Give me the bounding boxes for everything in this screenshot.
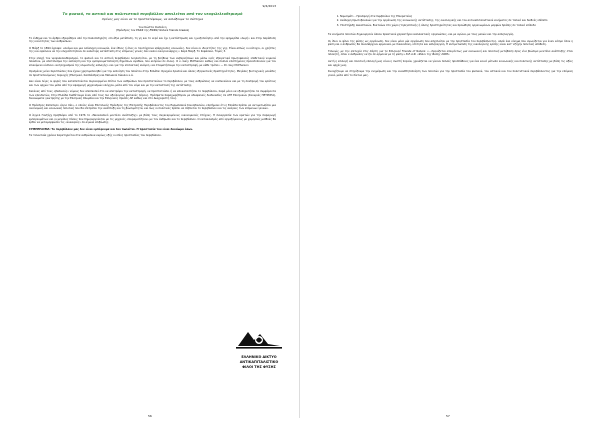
paragraph: Αυτή η επιλογή και πολιτική επιλογή μας είναι η σωστή πορεία, χρειάζεται να γίνουν πολλές προσπάθειες για ένα κοινό μέτωπο κοινωνικής και πολιτικής αντίστασης με βάση τις αξίες και αρχές μας. <box>328 60 573 67</box>
article-date: 9/4/2013 <box>262 4 276 8</box>
logo-text-line-1: ΕΛΛΗΝΙΚΟ ΔΙΚΤΥΟ <box>241 355 277 359</box>
list-item: 1. Νομισμάτι – Προσφυγή στα Συμβούλια της Επικρατείας <box>340 15 573 18</box>
paragraph: Κανένας από τους «βασικούς» νόμους δεν αποσκοπεί στο να αποτρέψει την καταστροφή, να προστατεύσει ή να αποκαταστήσει το περιβάλλον, παρά μόνο να εξυπηρετήσει τα συμφέροντα των επενδυτών. Στην Ελλάδα διαθέτουμε έναν από τους πιο αξιόλογους φυσικούς πόρους. Πρόσφατα παραχωρήθηκαν με αδιαφανείς διαδικασίες σε ΑΤΕ Ελληνικών (Σκουριές ΠΕΤΡΟΠΑ), δικαιώματα γεώτρησης με την Ελληνική Ολυμπία και την Ελληνικός Χρυσός ΑΕ καθώς και στο Διαχειριστή τους. <box>29 90 276 101</box>
paragraph: Ο Άγγελ Γουζέγχ προβλέψει από το 1976 το «Νεοκλασικό μοντέλο ανάπτυξης» με βάση τους συγκεκριμένους οικονομικούς στόχους. Η συνεργασία των κρατών για την παραγωγή εμπορευμάτων και οι μεγάλες πόλεις που δημιουργούνται με τις μηχανές «πειραματίζουν» με τον άνθρωπο και το περιβάλλον. Ο κατακλυσμός από εργαζόμενους με χαμηλούς μισθούς θα έρθει να μεταμορφώσει τις «ευκαιρίες» σε αγώνα επιβίωσης. <box>29 114 276 124</box>
paragraph: Ο Πρόεδρος Ζαπατερο «Άγιο Χάι», ο οποίος είναι Επιτελικός Πρόεδρος της Επιτροπής Περιβάλλοντος του Ευρωπαϊκού Κοινοβουλίου, επισήμανε ότι η Ελλάδα πρέπει να αντιμετωπίσει μια οικονομική και κοινωνική πολιτική που θα επιτρέπει την ανάπτυξη και τη βιωσιμότητα, και πως οι πολιτικές πρέπει να σέβονται το περιβάλλον και τις ανάγκες των επόμενων γενεών. <box>29 103 276 111</box>
paragraph: Τα κινήματα πολιτών δημιουργούν άλλου πρακτικού χαρακτήρα εναλλακτικές οργανώσεις, και με αγώνα, με τους μελών και την αλληλεγγύη. <box>328 33 515 37</box>
paragraph: Ο Μάρξ το 1894 έγραψε: «Ακόμα και μια ολόκληρη κοινωνία, ένα έθνος ή όλες οι ταυτόχρονα υπάρχουσες κοινωνίες, δεν είναι οι ιδιοκτήτες της γης. Είναι απλώς οι κάτοχοι, οι χρήστες της και οφείλουν να την κληροδοτήσουν σε καλύτερη κατάσταση στις επόμενες γενιές σαν καλοί οικογενειάρχες.» Καρλ Μαρξ, Το Κεφάλαιο, Τόμος 3. <box>29 46 276 54</box>
article-title: Το φυσικό, το αστικό και πολιτιστικό περιβάλλον απειλείται από τον νεοφιλελευθερισμό <box>62 12 243 17</box>
list-item: 3. Υποστήριξη Δικαστικών, Ευκταίων στο χώρο (τηλε)οπτικής ή άλλης δραστηριότητας και προώθηση οργανωμένων μορφών δράσης σε τοπικό επίπεδο <box>340 24 573 27</box>
paragraph: Ορισμένες μόνο περιπτώσεις που έχουν χρησιμοποιηθεί για την εκποίηση του πλούτου στην Ελλάδα: Ορυχεία Χρυσού και άλλες εξορυκτικές δραστηριότητες, Μεγάλες βιοτεχνικές μονάδες σε προστατευόμενες περιοχές (Ελληνικό, Κασσάνδρα) και Μαλιακοί δίαυλοι κ.ά. <box>29 70 276 77</box>
numbered-list <box>328 15 573 27</box>
author-affiliation: (Πρόεδρος του ΕΚΔΦ της ΕΝΦΙΣ/ Nature friends Greece) <box>115 29 190 33</box>
paragraph: Τα τελευταία χρόνια παρατηρείται στα ανθρώπινα κυρίως εξής οι ιδέες προστασίας του περιβάλλον. <box>29 134 162 138</box>
article-subtitle: Χρόνος μας είναι να το προστατέψουμε, να αλλάξουμε το σύστημα <box>101 16 204 21</box>
page-number: 57 <box>446 413 450 418</box>
logo-text-line-3: ΦΙΛΟΙ ΤΗΣ ΦΥΣΗΣ <box>242 365 276 369</box>
paragraph: Δεν είναι λίγες οι φορές που καταπατούνται συγκεκριμένα σπίτια των ανθρώπων που προστατεύουν το περιβάλλον, με τους ανθρώπους να κινδυνεύουν και με τη συνδρομή του κράτους και των αρχών του μέσα από την εφαρμογή μηχανισμών ελέγχου, μέσα από τον νόμο και με την καταστολή της αντίστασης. <box>29 80 276 87</box>
paragraph: Στην εποχή του νεοφιλελευθερισμού, το φυσικό και το αστικό περιβάλλον λεηλατείται, με τη βοήθεια των κυβερνήσεων και μέσω ενός εξαιρετικά πρωτοφανούς επιθετικού νομικού πλαισίου, με αποτέλεσμα την εκποίηση και την εμπορευματοποίηση δημόσιων αγαθών, που ανήκουν σε όλους. Ο κ. Gary McPherson καθώς και πολλοί επιστήμονες προειδοποιούν για τον επικείμενο κίνδυνο «εκτροχιασμού της κλιματικής αλλαγής» και για την επιτακτική ανάγκη «να σταματήσουμε την καταστροφή, με κάθε τρόπο» — Dr. Guy McPherson <box>29 56 276 67</box>
paragraph: Συνεχίζουμε να στηρίζουμε την ενημέρωση και την ευαισθητοποίηση των πολιτών για την προστασία του φυσικού, του αστικού και του πολιτιστικού περιβάλλοντος για την επόμενη γενιά, μέσα από το δίκτυο μας. <box>328 70 573 77</box>
quote-paragraph: Τελικώς, με την επιτυχία στις Χάρτη για το Ελληνικό Friends of Nature: «...Χρειάζεται επειγόντως μια κοινωνική και πολιτική μετάβαση προς ένα βιώσιμο μοντέλο ανάπτυξης στον πλανήτη, όπου ο άνθρωπος να ζει σε αρμονία με τη φύση.» Ν.Ε.Α.Φ. «Φίλοι της Φύσης 2008» <box>328 50 573 57</box>
conclusion-paragraph: ΣΥΜΠΕΡΑΣΜΑ: Το περιβάλλον μας δεν είναι εμπόρευμα και δεν πωλείται. Η προστασία του είναι δικαίωμα όλων. <box>29 127 194 131</box>
page-number: 56 <box>148 413 152 418</box>
list-item: 2. Ανάληψη πρωτοβουλιών για την οργάνωση της κοινωνικής αντίστασης, της οικολογικής και του αντικαπιταλιστικού κινήματος σε τοπικό και διεθνές επίπεδο <box>340 19 573 22</box>
friends-of-nature-logo <box>232 328 286 368</box>
paragraph: Οι ίδιοι οι φίλοι της φύσης ως οργάνωση, δεν είναι μόνο μία οργάνωση που ασχολείται με την προστασία του περιβάλλοντος, αλλά ένα κίνημα που αγωνίζεται για έναν κόσμο όπου η φύση και ο άνθρωπος θα συνυπάρχουν αρμονικά, με δικαιοσύνη, ισότητα και αλληλεγγύη. Η αντιμετώπιση της οικολογικής κρίσης είναι κατ' εξοχήν πολιτική υπόθεση. <box>328 39 573 47</box>
logo-text-line-2: ΑΝΤΙΚΑΠΙΤΑΛΙΣΤΙΚΟ <box>239 360 279 364</box>
logo-emblem-icon <box>232 328 286 350</box>
right-page <box>300 0 600 424</box>
article-byline: του Κώστα Ουσιάνη <box>138 24 167 29</box>
paragraph: Το ένθημα και το άρθρο εξαιρέθηκε από την Καλοσιδηρήτη «Οι άξια μετάδοση, τη γη και το νερό και όχι η κατάστρωση και η μαζοποίηση» από την εφημερίδα «Αυγή» και στην παράδοση της κοινότητας των ανθρώπων» <box>29 36 276 43</box>
